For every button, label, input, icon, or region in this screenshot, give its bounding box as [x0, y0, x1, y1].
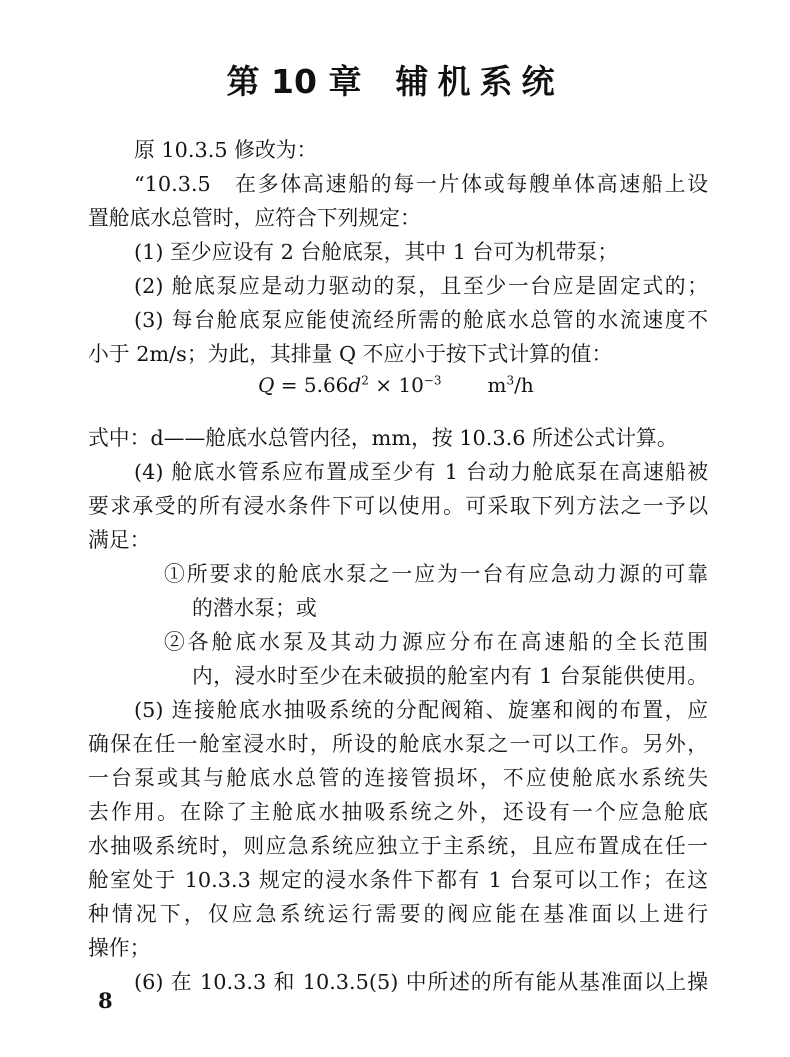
formula-exponent-1: 2: [361, 373, 369, 388]
formula-unit-exponent: 3: [506, 373, 515, 388]
formula-unit-base: m: [487, 373, 507, 397]
item-4-line-3: 满足：: [88, 528, 151, 552]
clause-lead: “10.3.5 在多体高速船的每一片体或每艘单体高速船上设: [134, 172, 708, 196]
item-4-line-2: 要求承受的所有浸水条件下可以使用。可采取下列方法之一予以: [88, 494, 708, 518]
formula-unit-tail: /h: [514, 373, 534, 397]
item-5-line-5: 水抽吸系统时，则应急系统应独立于主系统，且应布置成在任一: [88, 834, 708, 858]
sub-item-2-line-1: ②各舱底水泵及其动力源应分布在高速船的全长范围: [164, 630, 708, 654]
discharge-formula: [258, 368, 678, 402]
formula-unit: [488, 368, 534, 402]
item-1: (1) 至少应设有 2 台舱底泵，其中 1 台可为机带泵；: [134, 240, 619, 264]
formula-variable: d: [348, 373, 362, 397]
item-5-line-8: 操作；: [88, 936, 151, 960]
chapter-heading: [0, 58, 790, 106]
chapter-title: 辅机系统: [395, 62, 564, 101]
item-5-line-1: (5) 连接舱底水抽吸系统的分配阀箱、旋塞和阀的布置，应: [134, 698, 708, 722]
sub-item-2-line-2: 内，浸水时至少在未破损的舱室内有 1 台泵能供使用。: [192, 664, 708, 688]
chapter-label: 第 10 章: [226, 62, 362, 101]
item-5-line-7: 种情况下，仅应急系统运行需要的阀应能在基准面以上进行: [88, 902, 708, 926]
item-5-line-6: 舱室处于 10.3.3 规定的浸水条件下都有 1 台泵可以工作；在这: [88, 868, 708, 892]
item-5-line-3: 一台泵或其与舱底水总管的连接管损坏，不应使舱底水系统失: [88, 766, 708, 790]
sub-item-1-line-1: ①所要求的舱底水泵之一应为一台有应急动力源的可靠: [164, 562, 708, 586]
formula-lhs: Q: [258, 373, 275, 397]
page-number: 8: [98, 988, 113, 1013]
item-6-line-1: (6) 在 10.3.3 和 10.3.5(5) 中所述的所有能从基准面以上操: [134, 970, 708, 994]
formula-exponent-2: −3: [423, 373, 442, 388]
item-3-line-1: (3) 每台舱底泵应能使流经所需的舱底水总管的水流速度不: [134, 308, 708, 332]
item-5-line-2: 确保在任一舱室浸水时，所设的舱底水泵之一可以工作。另外，: [88, 732, 708, 756]
sub-item-1-line-2: 的潜水泵；或: [192, 596, 317, 620]
formula-coefficient: = 5.66: [274, 373, 349, 397]
item-5-line-4: 去作用。在除了主舱底水抽吸系统之外，还设有一个应急舱底: [88, 800, 708, 824]
item-2: (2) 舱底泵应是动力驱动的泵，且至少一台应是固定式的；: [134, 274, 708, 298]
intro-line: 原 10.3.5 修改为：: [134, 138, 318, 162]
clause-lead-cont: 置舱底水总管时，应符合下列规定：: [88, 206, 421, 230]
item-4-line-1: (4) 舱底水管系应布置成至少有 1 台动力舱底泵在高速船被: [134, 460, 708, 484]
formula-times: × 10: [368, 373, 424, 397]
where-line: 式中：d——舱底水总管内径，mm，按 10.3.6 所述公式计算。: [88, 426, 678, 450]
item-3-line-2: 小于 2m/s；为此，其排量 Q 不应小于按下式计算的值：: [88, 342, 613, 366]
